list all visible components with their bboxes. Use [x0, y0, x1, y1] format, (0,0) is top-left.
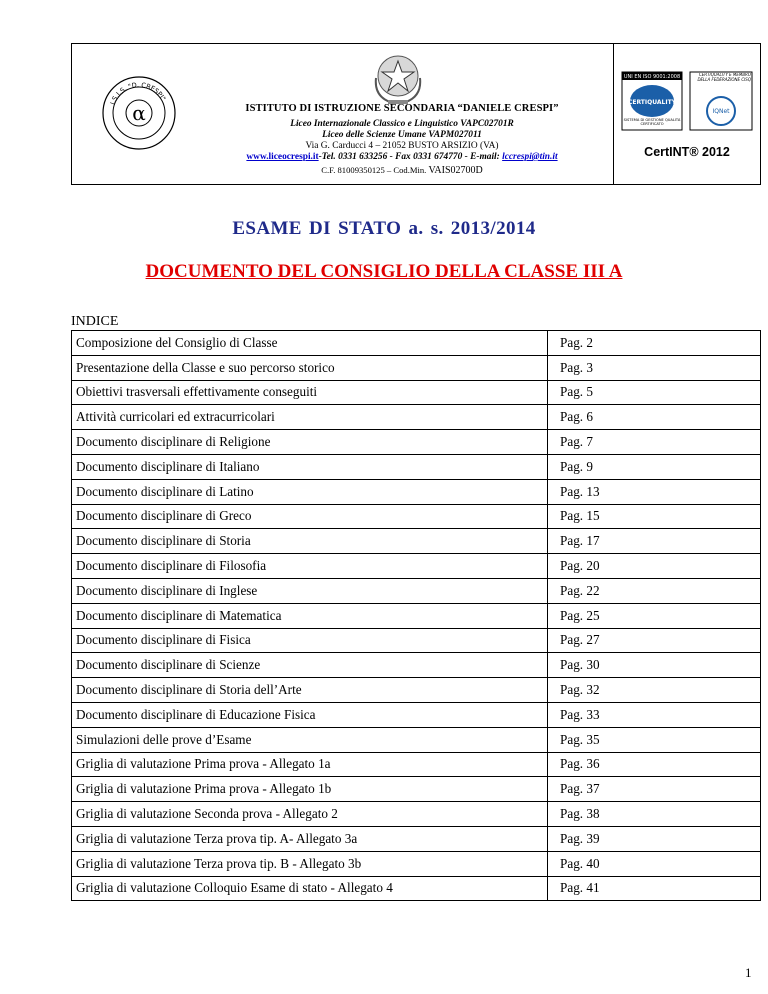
toc-row: [72, 529, 761, 554]
toc-entry-title: Composizione del Consiglio di Classe: [72, 331, 548, 356]
toc-entry-title: Griglia di valutazione Colloquio Esame di stato - Allegato 4: [72, 876, 548, 901]
toc-row: [72, 430, 761, 455]
toc-entry-page: Pag. 27: [548, 628, 761, 653]
toc-entry-title: Presentazione della Classe e suo percorso storico: [72, 355, 548, 380]
toc-row: [72, 702, 761, 727]
toc-entry-title: Griglia di valutazione Terza prova tip. B - Allegato 3b: [72, 851, 548, 876]
toc-row: [72, 727, 761, 752]
badge-iso: UNI EN ISO 9001:2008: [623, 74, 681, 80]
toc-entry-page: Pag. 13: [548, 479, 761, 504]
toc-row: [72, 678, 761, 703]
toc-entry-page: Pag. 22: [548, 578, 761, 603]
institute-name: ISTITUTO DI ISTRUZIONE SECONDARIA “DANIELE CRESPI”: [245, 103, 559, 114]
logo-text: I.S.I.S. "D. CRESPI": [108, 80, 168, 106]
toc-entry-page: Pag. 7: [548, 430, 761, 455]
toc-row: [72, 554, 761, 579]
republic-emblem: [370, 48, 426, 108]
toc-entry-title: Griglia di valutazione Terza prova tip. A- Allegato 3a: [72, 826, 548, 851]
phone-fax: -Tel. 0331 633256 - Fax 0331 674770 - E-mail:: [318, 152, 503, 162]
header-divider: [613, 44, 614, 184]
toc-entry-page: Pag. 38: [548, 802, 761, 827]
toc-entry-title: Documento disciplinare di Matematica: [72, 603, 548, 628]
table-of-contents: [71, 330, 761, 901]
toc-entry-page: Pag. 30: [548, 653, 761, 678]
svg-text:α: α: [132, 101, 146, 125]
toc-row: [72, 777, 761, 802]
toc-entry-title: Documento disciplinare di Latino: [72, 479, 548, 504]
toc-entry-title: Documento disciplinare di Educazione Fisica: [72, 702, 548, 727]
toc-entry-page: Pag. 40: [548, 851, 761, 876]
badge-brand: CERTIQUALITY: [627, 99, 677, 106]
website-link[interactable]: www.liceocrespi.it: [246, 152, 319, 162]
toc-entry-title: Documento disciplinare di Italiano: [72, 454, 548, 479]
toc-entry-page: Pag. 20: [548, 554, 761, 579]
toc-row: [72, 826, 761, 851]
toc-entry-title: Griglia di valutazione Seconda prova - Allegato 2: [72, 802, 548, 827]
toc-entry-page: Pag. 25: [548, 603, 761, 628]
toc-entry-page: Pag. 5: [548, 380, 761, 405]
toc-entry-page: Pag. 2: [548, 331, 761, 356]
toc-row: [72, 355, 761, 380]
toc-entry-title: Obiettivi trasversali effettivamente conseguiti: [72, 380, 548, 405]
toc-entry-title: Documento disciplinare di Filosofia: [72, 554, 548, 579]
toc-row: [72, 504, 761, 529]
badge-iqnet: IQNet: [712, 108, 730, 115]
liceo-scienze-line: Liceo delle Scienze Umane VAPM027011: [322, 130, 482, 140]
toc-row: [72, 628, 761, 653]
document-title: DOCUMENTO DEL CONSIGLIO DELLA CLASSE III A: [145, 261, 623, 282]
toc-entry-page: Pag. 36: [548, 752, 761, 777]
exam-title: ESAME DI STATO a. s. 2013/2014: [232, 218, 536, 239]
toc-entry-page: Pag. 6: [548, 405, 761, 430]
toc-row: [72, 380, 761, 405]
toc-entry-page: Pag. 39: [548, 826, 761, 851]
badge-system: SISTEMA DI GESTIONE QUALITÀ CERTIFICATO: [623, 118, 681, 126]
toc-entry-title: Documento disciplinare di Greco: [72, 504, 548, 529]
liceo-classico-line: Liceo Internazionale Classico e Linguistico VAPC02701R: [290, 119, 514, 129]
toc-entry-title: Documento disciplinare di Religione: [72, 430, 548, 455]
page-number: 1: [745, 965, 752, 980]
toc-entry-page: Pag. 41: [548, 876, 761, 901]
toc-row: [72, 479, 761, 504]
toc-row: [72, 851, 761, 876]
toc-row: [72, 603, 761, 628]
toc-entry-page: Pag. 32: [548, 678, 761, 703]
toc-row: [72, 653, 761, 678]
cod-min: VAIS02700D: [428, 165, 483, 176]
cf-label: C.F. 81009350125 – Cod.Min.: [321, 165, 429, 175]
toc-row: [72, 876, 761, 901]
toc-entry-title: Griglia di valutazione Prima prova - Allegato 1a: [72, 752, 548, 777]
toc-entry-title: Attività curricolari ed extracurricolari: [72, 405, 548, 430]
toc-entry-page: Pag. 3: [548, 355, 761, 380]
certification-badges: [621, 71, 753, 131]
toc-entry-page: Pag. 9: [548, 454, 761, 479]
school-logo: [101, 75, 177, 151]
toc-entry-page: Pag. 17: [548, 529, 761, 554]
toc-row: [72, 752, 761, 777]
address-line: Via G. Carducci 4 – 21052 BUSTO ARSIZIO (VA): [305, 141, 499, 151]
toc-entry-title: Documento disciplinare di Storia: [72, 529, 548, 554]
index-heading: INDICE: [71, 314, 119, 329]
cert-label: CertINT® 2012: [644, 145, 730, 159]
toc-entry-title: Documento disciplinare di Storia dell’Arte: [72, 678, 548, 703]
toc-entry-title: Documento disciplinare di Inglese: [72, 578, 548, 603]
toc-entry-page: Pag. 15: [548, 504, 761, 529]
toc-row: [72, 454, 761, 479]
document-header: [71, 43, 761, 185]
toc-row: [72, 578, 761, 603]
toc-row: [72, 405, 761, 430]
tax-code-line: [192, 165, 612, 176]
toc-entry-title: Documento disciplinare di Fisica: [72, 628, 548, 653]
toc-entry-page: Pag. 37: [548, 777, 761, 802]
toc-row: [72, 802, 761, 827]
email-link[interactable]: lccrespi@tin.it: [502, 152, 558, 162]
toc-entry-title: Griglia di valutazione Prima prova - Allegato 1b: [72, 777, 548, 802]
toc-entry-page: Pag. 35: [548, 727, 761, 752]
toc-entry-title: Documento disciplinare di Scienze: [72, 653, 548, 678]
toc-row: [72, 331, 761, 356]
contacts-line: [192, 152, 612, 163]
toc-entry-title: Simulazioni delle prove d’Esame: [72, 727, 548, 752]
toc-entry-page: Pag. 33: [548, 702, 761, 727]
badge-member: CERTIQUALITY È MEMBRO DELLA FEDERAZIONE CISQ: [697, 73, 751, 82]
